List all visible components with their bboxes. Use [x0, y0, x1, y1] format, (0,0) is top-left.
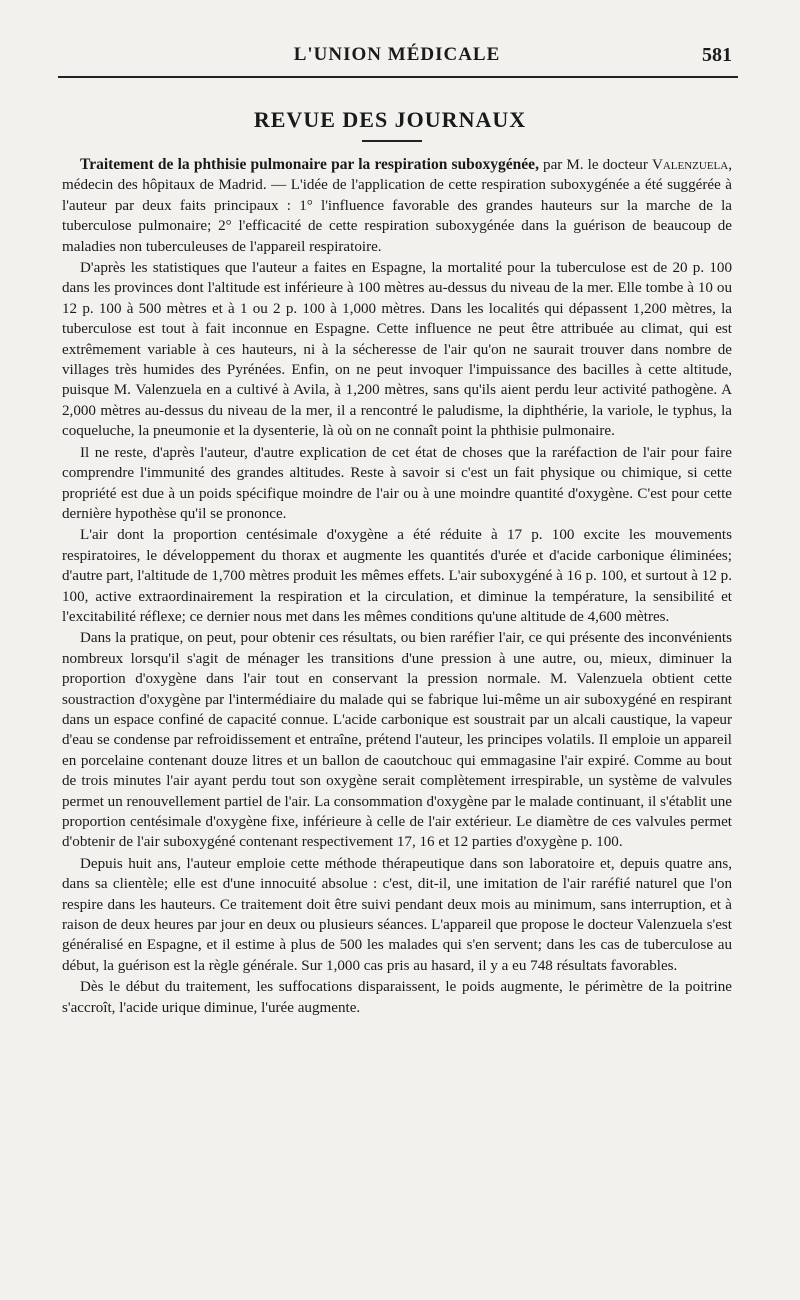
header-rule [58, 76, 738, 78]
section-divider [362, 140, 422, 142]
article-title: Traitement de la phthisie pulmonaire par la respiration suboxygénée, [80, 156, 539, 173]
article-paragraph: L'air dont la proportion centésimale d'oxygène a été réduite à 17 p. 100 excite les mouvements respiratoires, le développement du thorax et augmente les quantités d'urée et d'acide carbonique éliminées; d'autre part, l'altitude de 1,700 mètres produit les mêmes effets. L'air suboxygéné à 16 p. 100, et surtout à 12 p. 100, active extraordinairement la respiration et la circulation, et diminue la température, la sensibilité et l'excitabilité réflexe; ce dernier nous met dans les mêmes conditions qu'une altitude de 4,600 mètres. [62, 527, 732, 625]
page-number: 581 [702, 44, 732, 66]
byline-prefix: par M. le docteur [543, 157, 648, 173]
running-head [62, 44, 732, 68]
article-paragraph-1 [62, 155, 732, 257]
article-body [62, 155, 732, 1019]
article-paragraph: Depuis huit ans, l'auteur emploie cette méthode thérapeutique dans son laboratoire et, depuis quatre ans, dans sa clientèle; elle est d'une innocuité absolue : c'est, dit-il, une imitation de l'air raréfié naturel que l'on respire dans les hauteurs. Ce traitement doit être suivi pendant deux mois au minimum, sans interruption, et à raison de deux heures par jour en deux ou plusieurs séances. L'appareil que propose le docteur Valenzuela s'est généralisé en Espagne, et il estime à plus de 500 les malades qui s'en servent; dans les cas de tuberculose au début, la guérison est la règle générale. Sur 1,000 cas pris au hasard, il y a eu 748 résultats favorables. [62, 855, 732, 974]
article-paragraph: D'après les statistiques que l'auteur a faites en Espagne, la mortalité pour la tuberculose est de 20 p. 100 dans les provinces dont l'altitude est inférieure à 100 mètres au-dessus du niveau de la mer. Elle tombe à 10 ou 12 p. 100 à 500 mètres et à 1 ou 2 p. 100 à 1,000 mètres. Dans les localités qui dépassent 1,200 mètres, la tuberculose est tout à fait inconnue en Espagne. Cette influence ne peut être attribuée au climat, qui est extrêmement variable à ces hauteurs, ni à la sécheresse de l'air qu'on ne saurait trouver dans nombre de villages très humides des Pyrénées. Enfin, on ne peut invoquer l'impuissance des bacilles à cette altitude, puisque M. Valenzuela en a cultivé à Avila, à 1,200 mètres, sans qu'ils aient perdu leur activité pathogène. A 2,000 mètres au-dessus du niveau de la mer, il a rencontré le paludisme, la diphthérie, la variole, le typhus, la coqueluche, la pneumonie et la dysenterie, là où on ne connaît point la phthisie pulmonaire. [62, 260, 732, 440]
author-name: Valenzuela, [651, 157, 732, 173]
article-paragraph: Il ne reste, d'après l'auteur, d'autre explication de cet état de choses que la raréfaction de l'air pour faire comprendre l'immunité des grandes altitudes. Reste à savoir si c'est un fait physique ou chimique, si cette propriété est due à un poids spécifique moindre de l'air ou à une moindre quantité d'oxygène. C'est pour cette dernière hypothèse qu'il se prononce. [62, 444, 732, 522]
article-paragraph: Dès le début du traitement, les suffocations disparaissent, le poids augmente, le périmètre de la poitrine s'accroît, l'acide urique diminue, l'urée augmente. [62, 979, 732, 1016]
article-paragraph-1-text: médecin des hôpitaux de Madrid. — L'idée de l'application de cette respiration suboxygénée a été suggérée à l'auteur par deux faits principaux : 1° l'influence favorable des grandes hauteurs sur la marche de la tuberculose pulmonaire; 2° l'efficacité de cette respiration suboxygénée dans la guérison de beaucoup de maladies non tuberculeuses de l'appareil respiratoire. [62, 177, 732, 255]
article-paragraph: Dans la pratique, on peut, pour obtenir ces résultats, ou bien raréfier l'air, ce qui présente des inconvénients nombreux lorsqu'il s'agit de ménager les transitions d'une pression à une autre, ou, mieux, diminuer la proportion d'oxygène dans l'air tout en conservant la pression normale. M. Valenzuela obtient cette soustraction d'oxygène par l'intermédiaire du malade qui se fabrique lui-même un air suboxygéné en respirant dans un espace confiné de capacité connue. L'acide carbonique est soustrait par un alcali caustique, la vapeur d'eau se condense par refroidissement et entraîne, prétend l'auteur, les principes volatils. Il emploie un appareil en porcelaine contenant douze litres et un ballon de caoutchouc qui emmagasine l'air expiré. Comme au bout de trois minutes l'air ayant perdu tout son oxygène serait complètement irrespirable, un système de valvules permet un renouvellement partiel de l'air. La consommation d'oxygène par le malade continuant, il s'établit une proportion centésimale d'oxygène fixe, inférieure à celle de l'air extérieur. Le diamètre de ces valvules permet d'obtenir de l'air suboxygéné contenant respectivement 17, 16 et 12 parties d'oxygène p. 100. [62, 630, 732, 851]
journal-title: L'UNION MÉDICALE [293, 44, 501, 65]
section-title: REVUE DES JOURNAUX [253, 107, 527, 132]
